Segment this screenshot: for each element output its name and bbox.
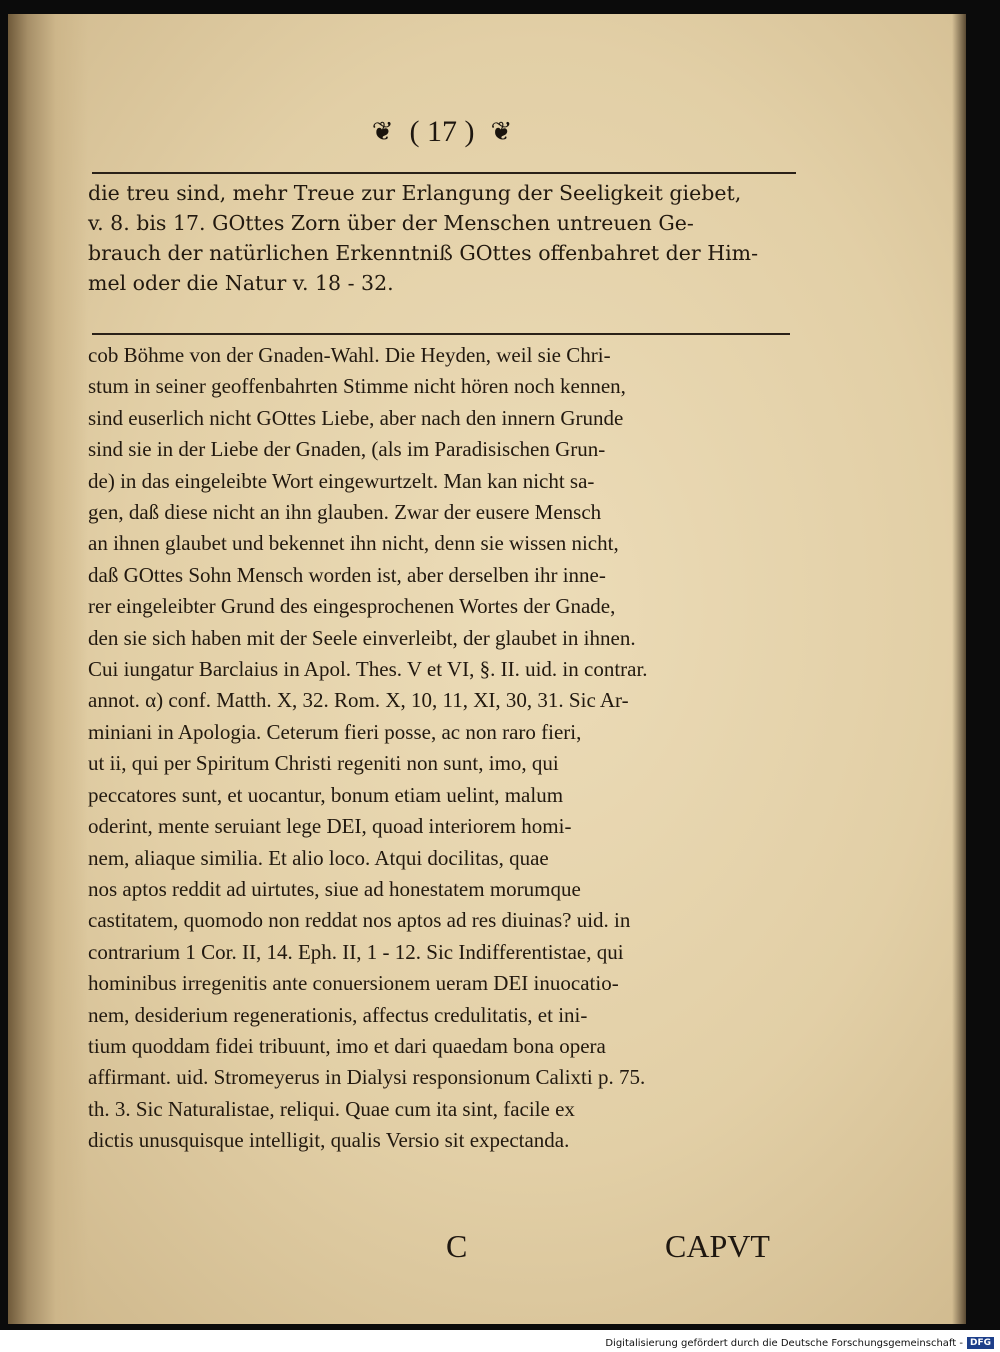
footnote-rule [92, 333, 790, 335]
footer-credit: Digitalisierung gefördert durch die Deutsche Forschungsgemeinschaft - [605, 1337, 963, 1349]
chapter-summary: die treu sind, mehr Treue zur Erlangung der Seeligkeit giebet, v. 8. bis 17. GOttes Zorn über der Menschen untreuen Ge- brauch der natürlichen Erkenntniß GOttes offenbahret der Him- mel oder die Natur v. 18 - 32. [88, 181, 759, 295]
digitization-footer [0, 1334, 1000, 1352]
signature-mark: C [446, 1228, 468, 1264]
page-edge-shadow [952, 14, 966, 1324]
page-header [92, 112, 792, 152]
ornament-left-icon: ❦ [371, 117, 394, 146]
header-rule [92, 172, 796, 174]
page-gutter-shadow [8, 14, 88, 1324]
dfg-logo-icon: DFG [967, 1337, 994, 1349]
catchword: CAPVT [665, 1228, 770, 1264]
footnote-text: cob Böhme von der Gnaden-Wahl. Die Heyden, weil sie Chri- stum in seiner geoffenbahrten Stimme nicht hören noch kennen, sind euserlich nicht GOttes Liebe, aber nach den innern Grunde sind sie in der Liebe der Gnaden, (als im Paradisischen Grun- de) in das eingeleibte Wort eingewurtzelt. Man kan nicht sa- gen, daß diese nicht an ihn glauben. Zwar der eusere Mensch an ihnen glaubet und bekennet ihn nicht, denn sie wissen nicht, daß GOttes Sohn Mensch worden ist, aber derselben ihr inne- rer eingeleibter Grund des eingesprochenen Wortes der Gnade, den sie sich haben mit der Seele einverleibt, der glaubet in ihnen. Cui iungatur Barclaius in Apol. Thes. V et VI, §. II. uid. in contrar. annot. α) conf. Matth. X, 32. Rom. X, 10, 11, XI, 30, 31. Sic Ar- miniani in Apologia. Ceterum fieri posse, ac non raro fieri, ut ii, qui per Spiritum Christi regeniti non sunt, imo, qui peccatores sunt, et uocantur, bonum etiam uelint, malum oderint, mente seruiant lege DEI, quoad interiorem homi- nem, aliaque similia. Et alio loco. Atqui docilitas, quae nos aptos reddit ad uirtutes, siue ad honestatem morumque castitatem, quomodo non reddat nos aptos ad res diuinas? uid. in contrarium 1 Cor. II, 14. Eph. II, 1 - 12. Sic Indifferentistae, qui hominibus irregenitis ante conuersionem ueram DEI inuocatio- nem, desiderium regenerationis, affectus credulitatis, et ini- tium quoddam fidei tribuunt, imo et dari quaedam bona opera affirmant. uid. Stromeyerus in Dialysi responsionum Calixti p. 75. th. 3. Sic Naturalistae, reliqui. Quae cum ita sint, facile ex dictis unusquisque intelligit, qualis Versio sit expectanda. [88, 343, 648, 1153]
page-number: ( 17 ) [409, 115, 475, 148]
ornament-right-icon: ❦ [490, 117, 513, 146]
